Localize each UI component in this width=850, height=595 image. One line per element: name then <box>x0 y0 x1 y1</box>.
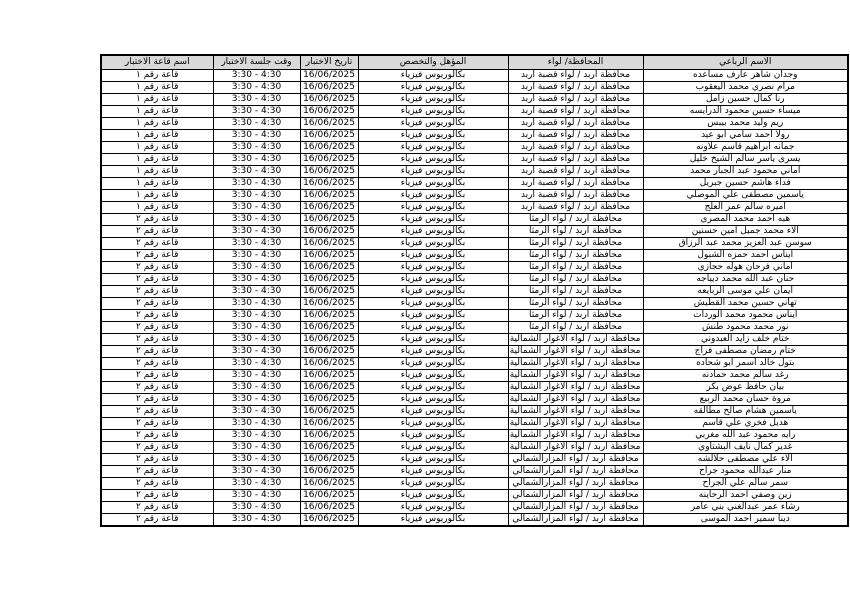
cell-exam_date: 16/06/2025 <box>300 214 358 226</box>
cell-qualification: بكالوريوس فيزياء <box>358 142 508 154</box>
cell-name: اماني محمود عبد الجبار محمد <box>643 166 848 178</box>
cell-governorate: محافظة اربد / لواء الرمثا <box>508 262 643 274</box>
cell-qualification: بكالوريوس فيزياء <box>358 310 508 322</box>
cell-exam_hall: قاعة رقم ٢ <box>101 406 213 418</box>
cell-exam_date: 16/06/2025 <box>300 334 358 346</box>
cell-exam_hall: قاعة رقم ٢ <box>101 262 213 274</box>
cell-qualification: بكالوريوس فيزياء <box>358 178 508 190</box>
table-row <box>101 70 848 82</box>
cell-name: تهاني حسين محمد القطيش <box>643 298 848 310</box>
cell-name: سوسن عبد العزيز محمد عبد الرزاق <box>643 238 848 250</box>
cell-exam_time: 3:30 - 4:30 <box>213 406 300 418</box>
cell-name: رنا كمال حسين زامل <box>643 94 848 106</box>
cell-exam_time: 3:30 - 4:30 <box>213 334 300 346</box>
cell-exam_time: 3:30 - 4:30 <box>213 298 300 310</box>
cell-governorate: محافظة اربد / لواء الرمثا <box>508 286 643 298</box>
cell-exam_hall: قاعة رقم ٢ <box>101 286 213 298</box>
cell-exam_time: 3:30 - 4:30 <box>213 346 300 358</box>
cell-qualification: بكالوريوس فيزياء <box>358 502 508 514</box>
cell-qualification: بكالوريوس فيزياء <box>358 106 508 118</box>
cell-qualification: بكالوريوس فيزياء <box>358 514 508 527</box>
cell-exam_hall: قاعة رقم ٢ <box>101 226 213 238</box>
cell-exam_time: 3:30 - 4:30 <box>213 358 300 370</box>
cell-governorate: محافظة اربد / لواء الاغوار الشمالية <box>508 382 643 394</box>
cell-qualification: بكالوريوس فيزياء <box>358 262 508 274</box>
cell-exam_date: 16/06/2025 <box>300 418 358 430</box>
table-row <box>101 142 848 154</box>
cell-governorate: محافظة اربد / لواء المزارالشمالي <box>508 478 643 490</box>
cell-exam_date: 16/06/2025 <box>300 322 358 334</box>
cell-exam_time: 3:30 - 4:30 <box>213 130 300 142</box>
cell-exam_time: 3:30 - 4:30 <box>213 190 300 202</box>
cell-exam_time: 3:30 - 4:30 <box>213 370 300 382</box>
table-row <box>101 130 848 142</box>
cell-qualification: بكالوريوس فيزياء <box>358 190 508 202</box>
cell-exam_hall: قاعة رقم ٢ <box>101 298 213 310</box>
cell-qualification: بكالوريوس فيزياء <box>358 394 508 406</box>
column-header-exam-date: تاريخ الاختبار <box>300 55 358 70</box>
cell-governorate: محافظة اربد / لواء قصبة اربد <box>508 202 643 214</box>
table-row <box>101 154 848 166</box>
cell-exam_hall: قاعة رقم ٢ <box>101 454 213 466</box>
column-header-governorate: المحافظة/ لواء <box>508 55 643 70</box>
cell-qualification: بكالوريوس فيزياء <box>358 358 508 370</box>
cell-qualification: بكالوريوس فيزياء <box>358 322 508 334</box>
cell-governorate: محافظة اربد / لواء قصبة اربد <box>508 118 643 130</box>
column-header-exam-hall: اسم قاعة الاختبار <box>101 55 213 70</box>
table-row <box>101 514 848 527</box>
cell-qualification: بكالوريوس فيزياء <box>358 370 508 382</box>
table-row <box>101 238 848 250</box>
cell-exam_time: 3:30 - 4:30 <box>213 118 300 130</box>
cell-governorate: محافظة اربد / لواء الاغوار الشمالية <box>508 430 643 442</box>
cell-governorate: محافظة اربد / لواء المزارالشمالي <box>508 466 643 478</box>
cell-name: ياسمين هشام صالح مطالقه <box>643 406 848 418</box>
table-row <box>101 310 848 322</box>
cell-name: وجدان شاهر عارف مساعده <box>643 70 848 82</box>
column-header-full-name: الاسم الرباعي <box>643 55 848 70</box>
cell-exam_date: 16/06/2025 <box>300 358 358 370</box>
cell-name: ميساء حسين محمود الدرايسه <box>643 106 848 118</box>
table-row <box>101 478 848 490</box>
cell-governorate: محافظة اربد / لواء قصبة اربد <box>508 154 643 166</box>
cell-exam_hall: قاعة رقم ١ <box>101 154 213 166</box>
cell-exam_time: 3:30 - 4:30 <box>213 238 300 250</box>
table-row <box>101 346 848 358</box>
cell-exam_hall: قاعة رقم ١ <box>101 118 213 130</box>
cell-governorate: محافظة اربد / لواء قصبة اربد <box>508 94 643 106</box>
cell-exam_time: 3:30 - 4:30 <box>213 106 300 118</box>
table-row <box>101 442 848 454</box>
cell-exam_hall: قاعة رقم ١ <box>101 82 213 94</box>
cell-qualification: بكالوريوس فيزياء <box>358 238 508 250</box>
cell-qualification: بكالوريوس فيزياء <box>358 214 508 226</box>
cell-qualification: بكالوريوس فيزياء <box>358 70 508 82</box>
cell-exam_date: 16/06/2025 <box>300 382 358 394</box>
cell-exam_time: 3:30 - 4:30 <box>213 94 300 106</box>
cell-exam_hall: قاعة رقم ٢ <box>101 418 213 430</box>
cell-exam_hall: قاعة رقم ٢ <box>101 502 213 514</box>
cell-governorate: محافظة اربد / لواء الاغوار الشمالية <box>508 358 643 370</box>
cell-exam_date: 16/06/2025 <box>300 478 358 490</box>
table-row <box>101 226 848 238</box>
cell-exam_date: 16/06/2025 <box>300 430 358 442</box>
cell-exam_time: 3:30 - 4:30 <box>213 82 300 94</box>
cell-exam_time: 3:30 - 4:30 <box>213 430 300 442</box>
table-body <box>101 70 848 527</box>
cell-exam_time: 3:30 - 4:30 <box>213 262 300 274</box>
cell-exam_date: 16/06/2025 <box>300 82 358 94</box>
cell-exam_date: 16/06/2025 <box>300 490 358 502</box>
cell-qualification: بكالوريوس فيزياء <box>358 202 508 214</box>
table-row <box>101 394 848 406</box>
cell-exam_date: 16/06/2025 <box>300 442 358 454</box>
cell-governorate: محافظة اربد / لواء الاغوار الشمالية <box>508 406 643 418</box>
cell-governorate: محافظة اربد / لواء المزارالشمالي <box>508 514 643 527</box>
cell-exam_hall: قاعة رقم ٢ <box>101 274 213 286</box>
cell-exam_date: 16/06/2025 <box>300 178 358 190</box>
cell-name: دينا سمير احمد الموسى <box>643 514 848 527</box>
table-row <box>101 94 848 106</box>
cell-governorate: محافظة اربد / لواء الرمثا <box>508 298 643 310</box>
cell-name: ايمان علي موسى الربايعه <box>643 286 848 298</box>
cell-exam_date: 16/06/2025 <box>300 166 358 178</box>
cell-exam_hall: قاعة رقم ٢ <box>101 322 213 334</box>
cell-governorate: محافظة اربد / لواء الرمثا <box>508 214 643 226</box>
cell-qualification: بكالوريوس فيزياء <box>358 334 508 346</box>
cell-exam_time: 3:30 - 4:30 <box>213 154 300 166</box>
cell-governorate: محافظة اربد / لواء قصبة اربد <box>508 106 643 118</box>
cell-exam_date: 16/06/2025 <box>300 70 358 82</box>
cell-governorate: محافظة اربد / لواء الرمثا <box>508 226 643 238</box>
cell-exam_hall: قاعة رقم ١ <box>101 178 213 190</box>
cell-qualification: بكالوريوس فيزياء <box>358 478 508 490</box>
table-row <box>101 274 848 286</box>
cell-name: رشاء عمر عبدالغني بني عامر <box>643 502 848 514</box>
cell-exam_date: 16/06/2025 <box>300 142 358 154</box>
cell-qualification: بكالوريوس فيزياء <box>358 430 508 442</box>
cell-qualification: بكالوريوس فيزياء <box>358 454 508 466</box>
cell-qualification: بكالوريوس فيزياء <box>358 406 508 418</box>
cell-exam_time: 3:30 - 4:30 <box>213 442 300 454</box>
cell-qualification: بكالوريوس فيزياء <box>358 82 508 94</box>
cell-qualification: بكالوريوس فيزياء <box>358 382 508 394</box>
cell-name: اميره سالم عمر العلج <box>643 202 848 214</box>
table-row <box>101 166 848 178</box>
cell-name: بتول خالد اسمر ابو شحاده <box>643 358 848 370</box>
cell-qualification: بكالوريوس فيزياء <box>358 466 508 478</box>
cell-name: مروة حسان محمد الربيع <box>643 394 848 406</box>
cell-exam_date: 16/06/2025 <box>300 514 358 527</box>
cell-exam_time: 3:30 - 4:30 <box>213 142 300 154</box>
cell-exam_time: 3:30 - 4:30 <box>213 250 300 262</box>
cell-exam_time: 3:30 - 4:30 <box>213 490 300 502</box>
cell-exam_hall: قاعة رقم ٢ <box>101 250 213 262</box>
table-row <box>101 490 848 502</box>
cell-exam_date: 16/06/2025 <box>300 226 358 238</box>
cell-exam_hall: قاعة رقم ٢ <box>101 346 213 358</box>
cell-name: غدير كمال نايف البشتاوي <box>643 442 848 454</box>
cell-exam_time: 3:30 - 4:30 <box>213 178 300 190</box>
cell-exam_time: 3:30 - 4:30 <box>213 418 300 430</box>
cell-exam_time: 3:30 - 4:30 <box>213 310 300 322</box>
cell-exam_hall: قاعة رقم ٢ <box>101 442 213 454</box>
cell-exam_hall: قاعة رقم ٢ <box>101 370 213 382</box>
cell-exam_date: 16/06/2025 <box>300 262 358 274</box>
cell-name: منار عبدالله محمود جراح <box>643 466 848 478</box>
cell-exam_hall: قاعة رقم ١ <box>101 166 213 178</box>
cell-exam_time: 3:30 - 4:30 <box>213 286 300 298</box>
table-row <box>101 250 848 262</box>
cell-name: مرام نصري محمد اليعقوب <box>643 82 848 94</box>
cell-qualification: بكالوريوس فيزياء <box>358 94 508 106</box>
cell-exam_date: 16/06/2025 <box>300 106 358 118</box>
cell-qualification: بكالوريوس فيزياء <box>358 298 508 310</box>
cell-governorate: محافظة اربد / لواء الاغوار الشمالية <box>508 346 643 358</box>
cell-exam_time: 3:30 - 4:30 <box>213 214 300 226</box>
cell-exam_hall: قاعة رقم ٢ <box>101 466 213 478</box>
cell-name: سمر سالم علي الجراح <box>643 478 848 490</box>
cell-exam_date: 16/06/2025 <box>300 298 358 310</box>
cell-exam_hall: قاعة رقم ١ <box>101 142 213 154</box>
cell-exam_date: 16/06/2025 <box>300 130 358 142</box>
cell-exam_date: 16/06/2025 <box>300 202 358 214</box>
cell-governorate: محافظة اربد / لواء قصبة اربد <box>508 70 643 82</box>
cell-exam_date: 16/06/2025 <box>300 370 358 382</box>
cell-governorate: محافظة اربد / لواء قصبة اربد <box>508 166 643 178</box>
cell-exam_date: 16/06/2025 <box>300 286 358 298</box>
cell-exam_date: 16/06/2025 <box>300 94 358 106</box>
cell-exam_hall: قاعة رقم ٢ <box>101 382 213 394</box>
cell-name: نور محمد محمود طنش <box>643 322 848 334</box>
cell-name: ياسمين مصطفى علي الموصلي <box>643 190 848 202</box>
cell-name: هديل فخري علي قاسم <box>643 418 848 430</box>
cell-name: حنان عبد الله محمد ديباجه <box>643 274 848 286</box>
cell-qualification: بكالوريوس فيزياء <box>358 418 508 430</box>
table-row <box>101 454 848 466</box>
cell-exam_date: 16/06/2025 <box>300 466 358 478</box>
cell-exam_hall: قاعة رقم ٢ <box>101 214 213 226</box>
cell-governorate: محافظة اربد / لواء قصبة اربد <box>508 82 643 94</box>
cell-governorate: محافظة اربد / لواء قصبة اربد <box>508 142 643 154</box>
cell-name: هبه احمد محمد المصري <box>643 214 848 226</box>
cell-exam_time: 3:30 - 4:30 <box>213 166 300 178</box>
cell-exam_hall: قاعة رقم ١ <box>101 190 213 202</box>
cell-name: الاء علي مصطفى حلالشه <box>643 454 848 466</box>
cell-name: ايناس احمد حمزه الشبول <box>643 250 848 262</box>
cell-exam_time: 3:30 - 4:30 <box>213 202 300 214</box>
cell-qualification: بكالوريوس فيزياء <box>358 490 508 502</box>
column-header-qualification: المؤهل والتخصص <box>358 55 508 70</box>
cell-governorate: محافظة اربد / لواء المزارالشمالي <box>508 502 643 514</box>
cell-governorate: محافظة اربد / لواء الرمثا <box>508 238 643 250</box>
table-row <box>101 502 848 514</box>
table-row <box>101 430 848 442</box>
cell-exam_time: 3:30 - 4:30 <box>213 274 300 286</box>
table-row <box>101 382 848 394</box>
cell-governorate: محافظة اربد / لواء الاغوار الشمالية <box>508 418 643 430</box>
table-row <box>101 418 848 430</box>
table-row <box>101 466 848 478</box>
cell-exam_date: 16/06/2025 <box>300 238 358 250</box>
cell-exam_date: 16/06/2025 <box>300 250 358 262</box>
exam-schedule-table <box>100 54 849 527</box>
cell-exam_hall: قاعة رقم ٢ <box>101 334 213 346</box>
cell-qualification: بكالوريوس فيزياء <box>358 130 508 142</box>
cell-exam_date: 16/06/2025 <box>300 454 358 466</box>
cell-governorate: محافظة اربد / لواء قصبة اربد <box>508 130 643 142</box>
cell-exam_hall: قاعة رقم ١ <box>101 202 213 214</box>
cell-exam_hall: قاعة رقم ١ <box>101 106 213 118</box>
cell-exam_time: 3:30 - 4:30 <box>213 70 300 82</box>
column-header-exam-time: وقت جلسة الاختبار <box>213 55 300 70</box>
table-row <box>101 262 848 274</box>
table-row <box>101 322 848 334</box>
table-row <box>101 106 848 118</box>
table-row <box>101 286 848 298</box>
cell-exam_time: 3:30 - 4:30 <box>213 226 300 238</box>
cell-governorate: محافظة اربد / لواء قصبة اربد <box>508 178 643 190</box>
cell-governorate: محافظة اربد / لواء الاغوار الشمالية <box>508 370 643 382</box>
table-row <box>101 178 848 190</box>
cell-name: الاء محمد جميل امين حسنين <box>643 226 848 238</box>
table-row <box>101 370 848 382</box>
cell-name: يسرى ياسر سالم الشيخ خليل <box>643 154 848 166</box>
cell-exam_hall: قاعة رقم ٢ <box>101 478 213 490</box>
cell-name: ايناس محمود محمد الوردات <box>643 310 848 322</box>
cell-governorate: محافظة اربد / لواء الاغوار الشمالية <box>508 394 643 406</box>
cell-exam_hall: قاعة رقم ٢ <box>101 430 213 442</box>
cell-governorate: محافظة اربد / لواء الرمثا <box>508 310 643 322</box>
cell-exam_date: 16/06/2025 <box>300 406 358 418</box>
table-row <box>101 358 848 370</box>
cell-name: فداء هاشم حسين جبريل <box>643 178 848 190</box>
cell-exam_hall: قاعة رقم ٢ <box>101 310 213 322</box>
cell-name: ختام خلف زايد العبدوني <box>643 334 848 346</box>
cell-exam_date: 16/06/2025 <box>300 346 358 358</box>
table-row <box>101 334 848 346</box>
table-row <box>101 298 848 310</box>
cell-exam_date: 16/06/2025 <box>300 190 358 202</box>
cell-name: رايه محمود عبد الله مغربي <box>643 430 848 442</box>
cell-name: ختام رمضان مصطفى فراج <box>643 346 848 358</box>
cell-exam_time: 3:30 - 4:30 <box>213 454 300 466</box>
cell-qualification: بكالوريوس فيزياء <box>358 250 508 262</box>
cell-exam_hall: قاعة رقم ٢ <box>101 514 213 527</box>
cell-qualification: بكالوريوس فيزياء <box>358 118 508 130</box>
cell-exam_time: 3:30 - 4:30 <box>213 502 300 514</box>
cell-exam_hall: قاعة رقم ١ <box>101 70 213 82</box>
cell-exam_date: 16/06/2025 <box>300 310 358 322</box>
cell-name: جمانه ابراهيم قاسم علاونه <box>643 142 848 154</box>
cell-exam_time: 3:30 - 4:30 <box>213 382 300 394</box>
cell-exam_time: 3:30 - 4:30 <box>213 466 300 478</box>
header-row <box>101 55 848 70</box>
cell-governorate: محافظة اربد / لواء المزارالشمالي <box>508 490 643 502</box>
cell-name: زين وصفي احمد الرحاينه <box>643 490 848 502</box>
cell-name: بيان حافظ عوض بكر <box>643 382 848 394</box>
cell-qualification: بكالوريوس فيزياء <box>358 346 508 358</box>
cell-governorate: محافظة اربد / لواء الرمثا <box>508 322 643 334</box>
cell-qualification: بكالوريوس فيزياء <box>358 226 508 238</box>
cell-governorate: محافظة اربد / لواء الاغوار الشمالية <box>508 334 643 346</box>
cell-governorate: محافظة اربد / لواء الرمثا <box>508 274 643 286</box>
cell-qualification: بكالوريوس فيزياء <box>358 286 508 298</box>
cell-governorate: محافظة اربد / لواء الاغوار الشمالية <box>508 442 643 454</box>
cell-name: اماني فرحان هوله حجازي <box>643 262 848 274</box>
cell-exam_hall: قاعة رقم ٢ <box>101 394 213 406</box>
cell-exam_date: 16/06/2025 <box>300 274 358 286</box>
cell-exam_hall: قاعة رقم ٢ <box>101 490 213 502</box>
cell-qualification: بكالوريوس فيزياء <box>358 274 508 286</box>
table-row <box>101 82 848 94</box>
cell-governorate: محافظة اربد / لواء المزارالشمالي <box>508 454 643 466</box>
table-row <box>101 406 848 418</box>
table-row <box>101 118 848 130</box>
cell-exam_date: 16/06/2025 <box>300 118 358 130</box>
table-row <box>101 214 848 226</box>
cell-exam_hall: قاعة رقم ١ <box>101 94 213 106</box>
cell-qualification: بكالوريوس فيزياء <box>358 166 508 178</box>
cell-exam_time: 3:30 - 4:30 <box>213 478 300 490</box>
cell-exam_hall: قاعة رقم ٢ <box>101 238 213 250</box>
cell-name: ريم وليد محمد بيبس <box>643 118 848 130</box>
cell-name: رولا احمد سامي ابو عيد <box>643 130 848 142</box>
cell-name: رغد سالم محمد حمادنه <box>643 370 848 382</box>
table-row <box>101 202 848 214</box>
cell-qualification: بكالوريوس فيزياء <box>358 154 508 166</box>
cell-exam_date: 16/06/2025 <box>300 502 358 514</box>
cell-exam_time: 3:30 - 4:30 <box>213 394 300 406</box>
cell-exam_hall: قاعة رقم ١ <box>101 130 213 142</box>
cell-exam_date: 16/06/2025 <box>300 394 358 406</box>
cell-qualification: بكالوريوس فيزياء <box>358 442 508 454</box>
cell-governorate: محافظة اربد / لواء الرمثا <box>508 250 643 262</box>
cell-exam_time: 3:30 - 4:30 <box>213 514 300 527</box>
cell-exam_date: 16/06/2025 <box>300 154 358 166</box>
table-row <box>101 190 848 202</box>
cell-exam_time: 3:30 - 4:30 <box>213 322 300 334</box>
cell-exam_hall: قاعة رقم ٢ <box>101 358 213 370</box>
cell-governorate: محافظة اربد / لواء قصبة اربد <box>508 190 643 202</box>
